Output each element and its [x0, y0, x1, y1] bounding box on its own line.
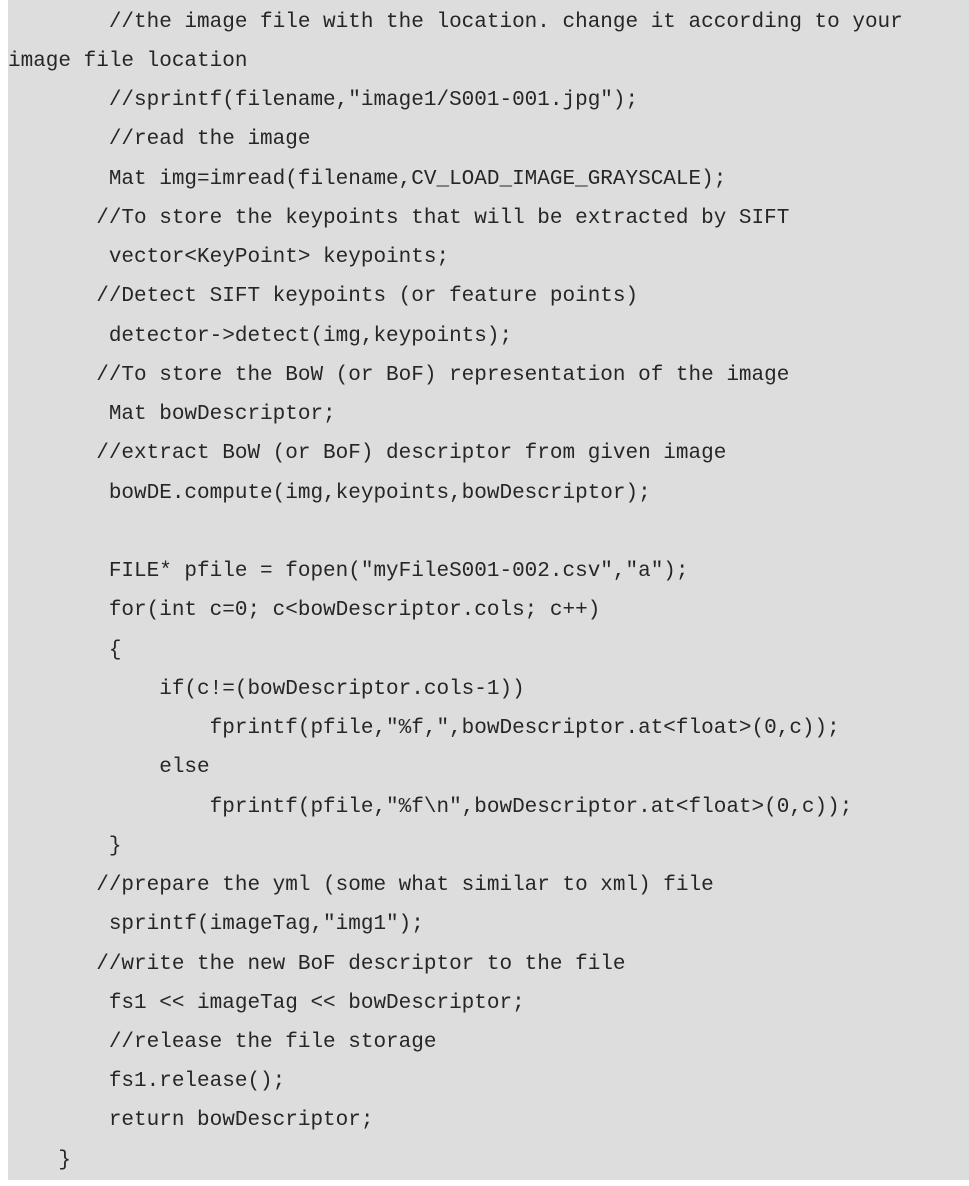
code-line: fprintf(pfile,"%f\n",bowDescriptor.at<float>(0,c));: [8, 796, 853, 819]
code-line: FILE* pfile = fopen("myFileS001-002.csv","a");: [8, 560, 689, 583]
code-line: }: [8, 835, 122, 858]
code-line: //write the new BoF descriptor to the file: [8, 953, 626, 976]
code-line: else: [8, 756, 210, 779]
code-line: //Detect SIFT keypoints (or feature points): [8, 285, 639, 308]
code-line: //release the file storage: [8, 1031, 437, 1054]
code-line: //prepare the yml (some what similar to xml) file: [8, 874, 714, 897]
code-line: //sprintf(filename,"image1/S001-001.jpg");: [8, 89, 639, 112]
code-line: //the image file with the location. change it according to your: [8, 11, 903, 34]
code-line: fs1.release();: [8, 1070, 286, 1093]
code-line: //To store the keypoints that will be extracted by SIFT: [8, 207, 790, 230]
code-line: }: [8, 1149, 72, 1172]
code-line: sprintf(imageTag,"img1");: [8, 913, 424, 936]
code-line: return bowDescriptor;: [8, 1109, 374, 1132]
code-line: image file location: [8, 50, 248, 73]
code-line: //extract BoW (or BoF) descriptor from given image: [8, 442, 727, 465]
code-line: //read the image: [8, 128, 311, 151]
code-line: if(c!=(bowDescriptor.cols-1)): [8, 678, 525, 701]
code-line: fprintf(pfile,"%f,",bowDescriptor.at<float>(0,c));: [8, 717, 840, 740]
code-line: for(int c=0; c<bowDescriptor.cols; c++): [8, 599, 601, 622]
code-block: [8, 0, 969, 1180]
code-line: //To store the BoW (or BoF) representation of the image: [8, 364, 790, 387]
code-line: bowDE.compute(img,keypoints,bowDescriptor);: [8, 482, 651, 505]
code-line: Mat bowDescriptor;: [8, 403, 336, 426]
code-line: fs1 << imageTag << bowDescriptor;: [8, 992, 525, 1015]
code-line: Mat img=imread(filename,CV_LOAD_IMAGE_GRAYSCALE);: [8, 168, 727, 191]
code-line: detector->detect(img,keypoints);: [8, 325, 513, 348]
code-line: {: [8, 639, 122, 662]
code-line: vector<KeyPoint> keypoints;: [8, 246, 450, 269]
